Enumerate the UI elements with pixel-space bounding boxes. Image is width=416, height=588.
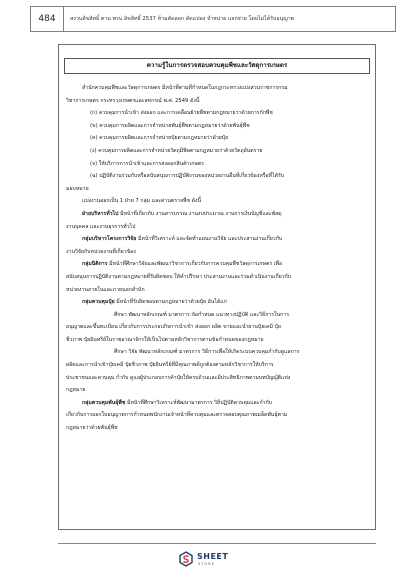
footer-divider xyxy=(58,543,376,544)
admin-text: มีหน้าที่เกี่ยวกับ งานสารบรรณ งานงบประมาณ งานการเงินบัญชีและพัสดุ xyxy=(118,210,282,217)
paragraph-fertilizer-cont: ประชาชนและควบคุม กำกับ ดูแลผู้ประกอบการค้าปุ๋ยให้ครบถ้วนและมีประสิทธิภาพตามบทบัญญัติแห่ง xyxy=(66,374,291,381)
document-body xyxy=(66,82,368,435)
logo-subtext: STORE xyxy=(198,562,216,566)
paragraph-seed-cont: เกี่ยวกับการออกใบอนุญาตการกำหนดพนักงานเจ้าหน้าที่ควบคุมและตรวจสอบคุณภาพเมล็ดพันธุ์ตาม xyxy=(66,412,288,419)
paragraph-admin-cont: งานบุคคล และงานธุรการทั่วไป xyxy=(66,223,136,230)
page-header xyxy=(30,6,396,32)
paragraph-law xyxy=(66,258,368,271)
seed-heading: กลุ่มควบคุมพันธุ์พืช xyxy=(82,399,126,406)
paragraph-admin xyxy=(66,208,368,221)
list-item: (จ) ให้บริการการนำเข้าและการส่งออกสินค้าเกษตร xyxy=(90,160,204,167)
paragraph-seed xyxy=(66,397,368,410)
list-item: (ง) ควบคุมการผลิตและการจำหน่ายวัตถุมีพิษตามกฎหมายว่าด้วยวัตถุอันตราย xyxy=(90,147,263,154)
admin-heading: ฝ่ายบริหารทั่วไป xyxy=(82,210,119,217)
research-text: มีหน้าที่วิเคราะห์ และจัดทำแผนงานวิจัย และประสานงานเกี่ยวกับ xyxy=(136,236,283,243)
list-item: (ค) ควบคุมการผลิตและการจำหน่ายปุ๋ยตามกฎหมายว่าด้วยปุ๋ย xyxy=(90,135,229,142)
paragraph-intro: สำนักควบคุมพืชและวัสดุการเกษตร มีหน้าที่ตามที่กำหนดในกฎกระทรวงแบ่งส่วนราชการกรม xyxy=(82,85,288,91)
research-heading: กลุ่มบริหารโครงการวิจัย xyxy=(82,236,137,243)
copyright-notice: สงวนลิขสิทธิ์ ตาม พรบ.ลิขสิทธิ์ 2537 ห้ามคัดลอก ดัดแปลง จำหน่าย แจกจ่าย โดยไม่ได้รับอนุญาต xyxy=(64,6,396,32)
footer-logo xyxy=(178,549,238,573)
paragraph-fertilizer-cont: อนุญาตและขึ้นทะเบียน เกี่ยวกับการประกอบกิจการนำเข้า ส่งออก ผลิต ขายและนำผ่านปุ๋ยเคมี ปุ๋ย xyxy=(66,324,281,331)
section-title: ความรู้ในการตรวจสอบควบคุมพืชและวัสดุการเกษตร xyxy=(64,58,370,74)
law-text: มีหน้าที่ศึกษาวิจัยและพัฒนาวิชาการเกี่ยวกับการควบคุมพืชวัสดุการเกษตร เพื่อ xyxy=(107,261,283,268)
list-item-cont: มอบหมาย xyxy=(66,185,89,192)
paragraph-fertilizer xyxy=(66,296,368,309)
paragraph-fertilizer-cont: ผลิตและการนำเข้าปุ๋ยเคมี ปุ๋ยชีวภาพ ปุ๋ยอินทรีย์ที่มีคุณภาพดีถูกต้องตามหลักวิชาการให้บริการ xyxy=(66,362,274,369)
law-heading: กลุ่มนิติการ xyxy=(82,261,108,268)
paragraph-fertilizer-cont: กฎหมาย xyxy=(66,387,86,394)
page-number: 484 xyxy=(30,6,64,32)
logo-wordmark: SHEET xyxy=(197,552,229,561)
paragraph-fertilizer-sub: ศึกษา พัฒนาหลักเกณฑ์ มาตรการ ข้อกำหนด แนวทางปฏิบัติ และวิธีการในการ xyxy=(114,311,289,318)
paragraph-divisions: แบ่งงานออกเป็น 1 ฝ่าย 7 กลุ่ม และด่านตรวจพืช ดังนี้ xyxy=(82,198,202,205)
seed-text: มีหน้าที่ศึกษาวิเคราะห์พัฒนามาตรการ วิธีปฏิบัติควบคุมและกำกับ xyxy=(125,399,273,406)
list-item: (ฉ) ปฏิบัติงานร่วมกับหรือสนับสนุนการปฏิบัติงานของหน่วยงานอื่นที่เกี่ยวข้องหรือที่ได้รับ xyxy=(90,173,285,180)
paragraph-law-cont: สนับสนุนการปฏิบัติงานตามกฎหมายที่รับผิดชอบ ให้คำปรึกษา ประสานงานและร่วมดำเนินงานเกี่ยวกับ xyxy=(66,273,292,280)
paragraph-intro-cont: วิชาการเกษตร กระทรวงเกษตรและสหกรณ์ พ.ศ. 2549 ดังนี้ xyxy=(66,97,200,104)
paragraph-seed-cont: กฎหมายว่าด้วยพันธุ์พืช xyxy=(66,425,118,432)
list-item: (ก) ควบคุมการนำเข้า ส่งออก และการเคลื่อนย้ายพืชตามกฎหมายว่าด้วยการกักพืช xyxy=(90,110,273,117)
paragraph-research xyxy=(66,233,368,246)
sheet-store-logo-icon xyxy=(178,551,194,567)
fertilizer-text: มีหน้าที่รับผิดชอบตามกฎหมายว่าด้วยปุ๋ย อันได้แก่ xyxy=(114,299,227,306)
fertilizer-heading: กลุ่มควบคุมปุ๋ย xyxy=(82,299,115,306)
list-item: (ข) ควบคุมการผลิตและการจำหน่ายพันธุ์พืชตามกฎหมายว่าด้วยพันธุ์พืช xyxy=(90,122,250,129)
paragraph-research-cont: งานวิจัยกับหน่วยงานที่เกี่ยวข้อง xyxy=(66,248,136,255)
paragraph-fertilizer-cont: ชีวภาพ ปุ๋ยอินทรีย์ในราชอาณาจักรให้เป็นไปตามหลักวิชาการตามข้อกำหนดของกฎหมาย xyxy=(66,336,264,343)
paragraph-fertilizer-sub: ศึกษา วิจัย พัฒนาหลักเกณฑ์ มาตรการ วิธีการเพื่อให้เกิดระบบควบคุมกำกับดูแลการ xyxy=(114,349,300,356)
paragraph-law-cont: หน่วยงานภายในและภายนอกสำนัก xyxy=(66,286,145,293)
